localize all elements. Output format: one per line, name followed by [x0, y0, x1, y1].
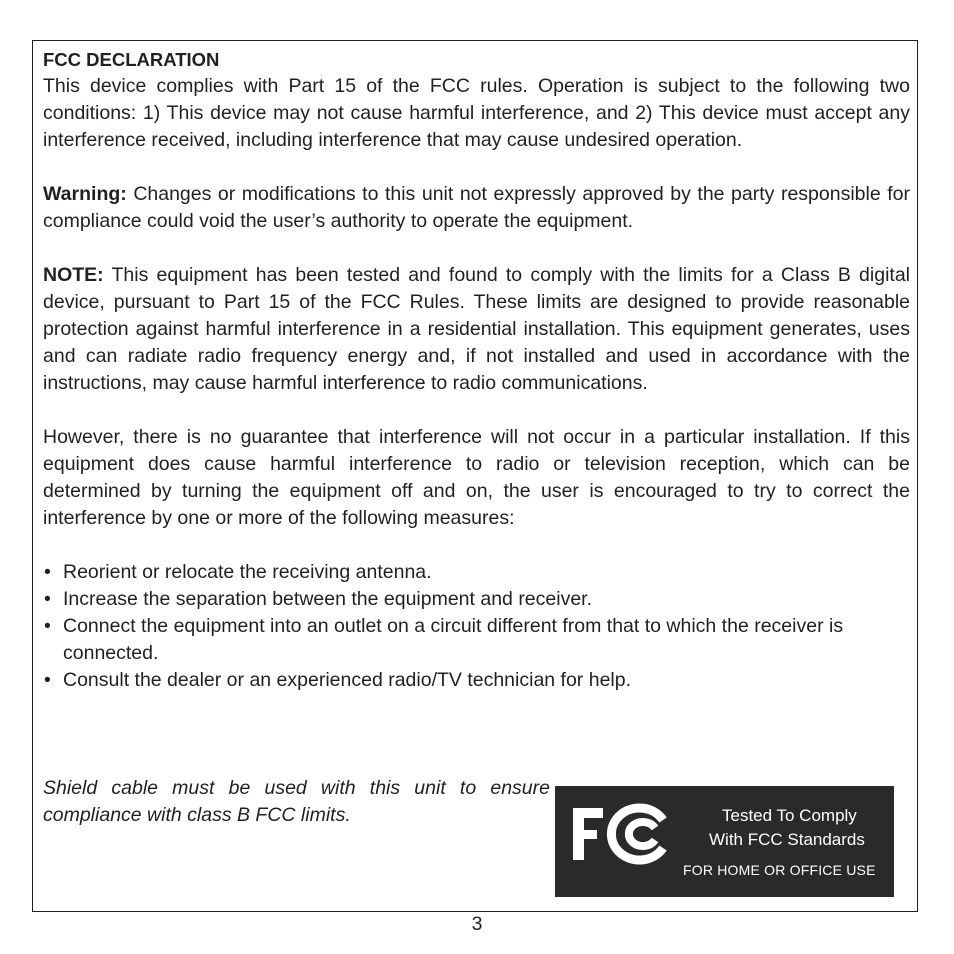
page-number: 3: [471, 913, 483, 935]
section-title: FCC DECLARATION: [43, 49, 220, 70]
fcc-logo-line2: With FCC Standards: [709, 830, 865, 849]
warning-paragraph: [43, 181, 910, 235]
bullet-icon: •: [44, 561, 51, 583]
warning-label: Warning:: [43, 183, 127, 205]
note-paragraph: [43, 262, 910, 397]
warning-text: Changes or modifications to this unit not expressly approved by the party responsible for compliance could void the user’s authority to operate the equipment.: [43, 183, 910, 232]
list-item: • Reorient or relocate the receiving antenna.: [43, 559, 910, 586]
fcc-logo-line3: FOR HOME OR OFFICE USE: [683, 862, 876, 878]
measures-list: [43, 559, 910, 694]
declaration-frame: [32, 40, 918, 912]
intro-paragraph: This device complies with Part 15 of the FCC rules. Operation is subject to the following two conditions: 1) This device may not cause harmful interference, and 2) This device must accept any interference received, including interference that may cause undesired operation.: [43, 75, 910, 151]
note-label: NOTE:: [43, 264, 104, 286]
fcc-logo-icon: [571, 802, 671, 866]
note-text: This equipment has been tested and found to comply with the limits for a Class B digital device, pursuant to Part 15 of the FCC Rules. These limits are designed to provide reasonable protection against harmful interference in a residential installation. This equipment generates, uses and can radiate radio frequency energy and, if not installed and used in accordance with the instructions, may cause harmful interference to radio communications.: [43, 264, 910, 394]
list-item: • Connect the equipment into an outlet on a circuit different from that to which the receiver is connected.: [44, 615, 844, 664]
list-item: • Consult the dealer or an experienced radio/TV technician for help.: [43, 667, 910, 694]
however-paragraph: However, there is no guarantee that interference will not occur in a particular installation. If this equipment does cause harmful interference to radio or television reception, which can be determined by turning the equipment off and on, the user is encouraged to try to correct the interference by one or more of the following measures:: [43, 426, 910, 529]
bullet-icon: •: [44, 588, 51, 610]
bullet-icon: •: [44, 669, 51, 691]
fcc-compliance-logo: [555, 786, 894, 897]
bullet-icon: •: [44, 615, 51, 637]
fcc-logo-line1: Tested To Comply: [722, 806, 857, 825]
list-item: • Increase the separation between the equipment and receiver.: [43, 586, 910, 613]
declaration-content: [43, 47, 910, 694]
shield-cable-note: Shield cable must be used with this unit to ensure compliance with class B FCC limits.: [43, 777, 550, 826]
